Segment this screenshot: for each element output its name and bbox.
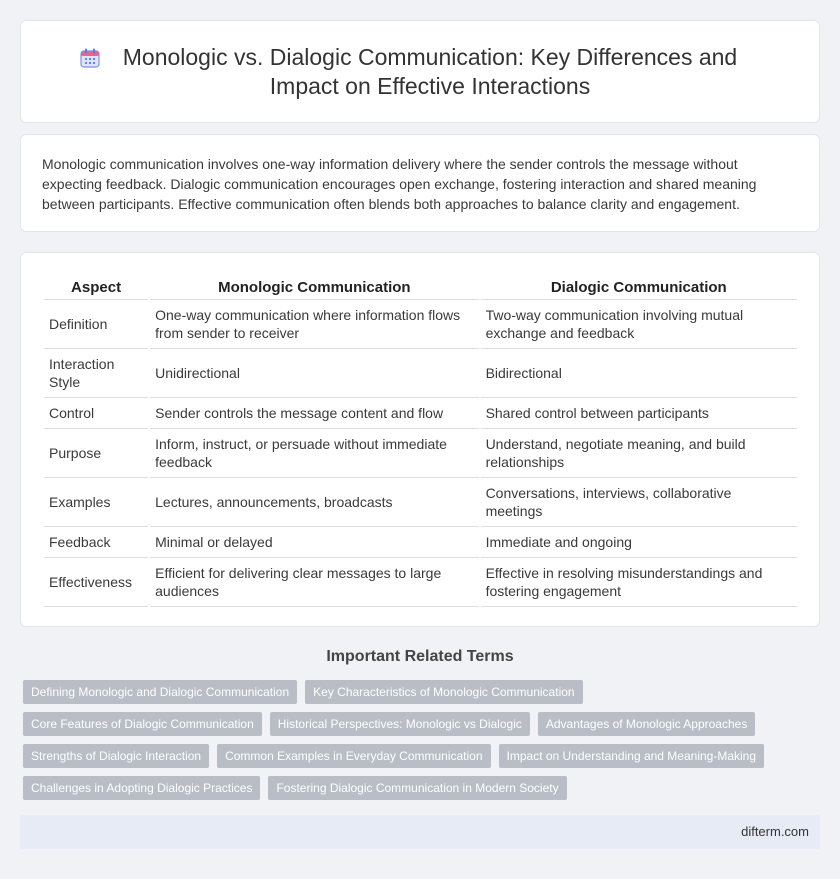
related-term-link[interactable]: Challenges in Adopting Dialogic Practices [23,776,260,800]
row-dialogic: Two-way communication involving mutual exchange and feedback [481,300,797,349]
column-header-dialogic: Dialogic Communication [481,271,797,300]
row-monologic: Inform, instruct, or persuade without immediate feedback [150,429,478,478]
row-monologic: Lectures, announcements, broadcasts [150,478,478,527]
table-row [44,527,797,558]
column-header-monologic: Monologic Communication [150,271,478,300]
column-header-aspect: Aspect [44,271,148,300]
tag-row [23,776,783,800]
related-term-link[interactable]: Historical Perspectives: Monologic vs Dialogic [270,712,530,736]
row-aspect: Examples [44,478,148,527]
row-monologic: Minimal or delayed [150,527,478,558]
intro-paragraph: Monologic communication involves one-way information delivery where the sender controls the message without expecting feedback. Dialogic communication encourages open exchange, fostering interaction and shared meaning between participants. Effective communication often blends both approaches to balance clarity and engagement. [42,156,757,212]
row-dialogic: Conversations, interviews, collaborative meetings [481,478,797,527]
comparison-table-card [20,252,820,627]
comparison-table [42,271,799,607]
footer [20,815,820,849]
row-aspect: Interaction Style [44,349,148,398]
tag-row [23,680,783,704]
related-term-link[interactable]: Core Features of Dialogic Communication [23,712,262,736]
row-aspect: Effectiveness [44,558,148,607]
table-row [44,300,797,349]
table-header-row [44,271,797,300]
related-term-link[interactable]: Defining Monologic and Dialogic Communication [23,680,297,704]
row-aspect: Control [44,398,148,429]
related-term-link[interactable]: Strengths of Dialogic Interaction [23,744,209,768]
row-aspect: Definition [44,300,148,349]
related-term-link[interactable]: Advantages of Monologic Approaches [538,712,755,736]
table-row [44,398,797,429]
table-row [44,478,797,527]
table-row [44,558,797,607]
row-aspect: Purpose [44,429,148,478]
table-row [44,429,797,478]
row-monologic: Efficient for delivering clear messages to large audiences [150,558,478,607]
row-monologic: Sender controls the message content and flow [150,398,478,429]
related-terms-list [23,680,783,808]
row-monologic: Unidirectional [150,349,478,398]
related-term-link[interactable]: Key Characteristics of Monologic Communication [305,680,582,704]
tag-row [23,712,783,736]
row-dialogic: Bidirectional [481,349,797,398]
related-terms-heading: Important Related Terms [326,648,514,665]
table-row [44,349,797,398]
row-monologic: One-way communication where information flows from sender to receiver [150,300,478,349]
page-title: Monologic vs. Dialogic Communication: Key Differences and Impact on Effective Interactions [122,44,738,99]
related-term-link[interactable]: Impact on Understanding and Meaning-Making [499,744,764,768]
footer-site-link[interactable]: difterm.com [741,824,809,839]
row-dialogic: Shared control between participants [481,398,797,429]
row-dialogic: Immediate and ongoing [481,527,797,558]
row-dialogic: Understand, negotiate meaning, and build relationships [481,429,797,478]
related-term-link[interactable]: Common Examples in Everyday Communication [217,744,490,768]
related-term-link[interactable]: Fostering Dialogic Communication in Modern Society [268,776,566,800]
row-aspect: Feedback [44,527,148,558]
row-dialogic: Effective in resolving misunderstandings and fostering engagement [481,558,797,607]
intro-card [20,134,820,232]
tag-row [23,744,783,768]
title-card [20,20,820,123]
